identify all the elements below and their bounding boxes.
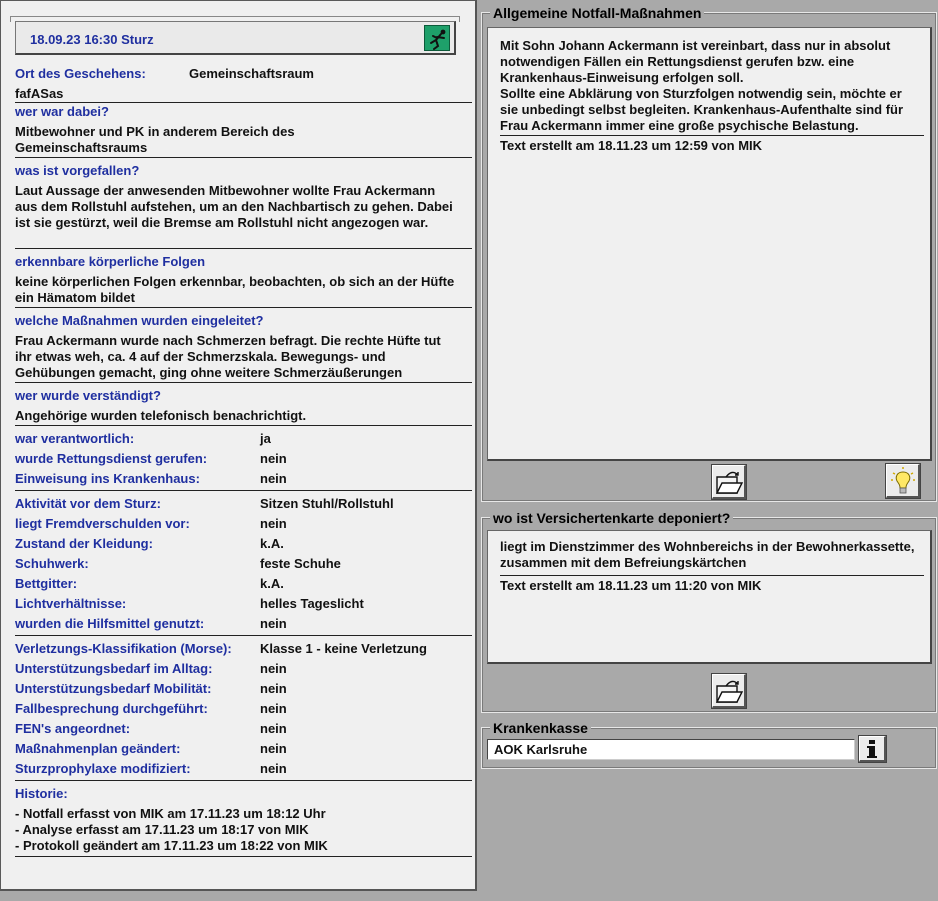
section-label-dabei: wer war dabei? (15, 104, 109, 119)
field-einweisung (15, 471, 455, 489)
fall-icon (424, 25, 450, 51)
field-label: Fallbesprechung durchgeführt: (15, 701, 208, 716)
field-label: Bettgitter: (15, 576, 78, 591)
field-label: war verantwortlich: (15, 431, 135, 446)
field-fremdverschulden (15, 516, 455, 534)
field-label: Sturzprophylaxe modifiziert: (15, 761, 191, 776)
field-label: Einweisung ins Krankenhaus: (15, 471, 200, 486)
field-value: nein (260, 451, 287, 466)
lightbulb-icon (887, 465, 919, 497)
field-value: nein (260, 721, 287, 736)
historie-line: - Protokoll geändert am 17.11.23 um 18:22 von MIK (15, 838, 328, 853)
field-licht (15, 596, 455, 614)
info-button[interactable] (859, 736, 886, 762)
notfall-text: Mit Sohn Johann Ackermann ist vereinbart, dass nur in absolut notwendigen Fällen ein Rettungsdienst gerufen bzw. eine Krankenhaus-Einweisung erfolgen soll. Sollte eine Abklärung von Sturzfolgen notwendig sein, möchte er sie unbedingt selbst begleiten. Krankenhaus-Aufenthalte sind für Frau Ackermann immer eine große psychische Belastung. (500, 38, 904, 133)
open-folder-icon (713, 466, 745, 498)
field-label: wurde Rettungsdienst gerufen: (15, 451, 208, 466)
historie-line: - Notfall erfasst von MIK am 17.11.23 um 18:12 Uhr (15, 806, 326, 821)
historie-line: - Analyse erfasst am 17.11.23 um 18:17 von MIK (15, 822, 309, 837)
historie-label: Historie: (15, 786, 68, 801)
incident-header (15, 21, 456, 55)
field-kleidung (15, 536, 455, 554)
incident-title: 18.09.23 16:30 Sturz (30, 32, 154, 47)
field-verletzung (15, 641, 455, 659)
versichertenkarte-text: liegt im Dienstzimmer des Wohnbereichs in der Bewohnerkassette, zusammen mit dem Befreiungskärtchen (500, 539, 915, 570)
field-value: nein (260, 761, 287, 776)
field-aktivitaet (15, 496, 455, 514)
ort-row (15, 66, 472, 84)
field-label: Schuhwerk: (15, 556, 89, 571)
field-hilfsmittel (15, 616, 455, 634)
field-value: nein (260, 516, 287, 531)
field-bettgitter (15, 576, 455, 594)
field-label: liegt Fremdverschulden vor: (15, 516, 190, 531)
field-massnahmenplan (15, 741, 455, 759)
field-bedarf-alltag (15, 661, 455, 679)
field-value: Sitzen Stuhl/Rollstuhl (260, 496, 394, 511)
notfall-footer: Text erstellt am 18.11.23 um 12:59 von MIK (500, 138, 763, 153)
versichertenkarte-group (481, 510, 937, 713)
divider (15, 102, 472, 103)
open-folder-button[interactable] (712, 674, 746, 708)
krankenkasse-title: Krankenkasse (490, 720, 591, 736)
field-value: Klasse 1 - keine Verletzung (260, 641, 427, 656)
field-value: nein (260, 701, 287, 716)
field-sturzprophylaxe (15, 761, 455, 779)
field-rettungsdienst (15, 451, 455, 469)
field-label: Verletzungs-Klassifikation (Morse): (15, 641, 232, 656)
field-value: k.A. (260, 536, 284, 551)
notfall-title: Allgemeine Notfall-Maßnahmen (490, 5, 704, 21)
section-label-verstaendigt: wer wurde verständigt? (15, 388, 161, 403)
field-verantwortlich (15, 431, 455, 449)
open-folder-icon (713, 675, 745, 707)
field-label: FEN's angeordnet: (15, 721, 131, 736)
divider (500, 575, 924, 576)
versichertenkarte-title: wo ist Versichertenkarte deponiert? (490, 510, 733, 526)
section-label-vorgefallen: was ist vorgefallen? (15, 163, 140, 178)
field-label: Maßnahmenplan geändert: (15, 741, 181, 756)
field-value: nein (260, 681, 287, 696)
section-label-massnahmen: welche Maßnahmen wurden eingeleitet? (15, 313, 264, 328)
open-folder-button[interactable] (712, 465, 746, 499)
divider (15, 157, 472, 158)
field-label: Zustand der Kleidung: (15, 536, 153, 551)
divider (15, 856, 472, 857)
field-fallbesprechung (15, 701, 455, 719)
ort-extra: fafASas (15, 86, 64, 101)
field-label: Unterstützungsbedarf Mobilität: (15, 681, 212, 696)
field-value: nein (260, 661, 287, 676)
ort-value: Gemeinschaftsraum (189, 66, 314, 81)
section-text-vorgefallen: Laut Aussage der anwesenden Mitbewohner wollte Frau Ackermann aus dem Rollstuhl aufstehen, um an den Nachbartisch zu gehen. Dabei ist sie gestürzt, weil die Bremse am Rollstuhl nicht angezogen war. (15, 183, 453, 230)
divider (15, 780, 472, 781)
divider (15, 490, 472, 491)
field-value: k.A. (260, 576, 284, 591)
versichertenkarte-footer: Text erstellt am 18.11.23 um 11:20 von MIK (500, 578, 762, 593)
field-value: nein (260, 616, 287, 631)
field-label: wurden die Hilfsmittel genutzt: (15, 616, 205, 631)
field-value: helles Tageslicht (260, 596, 364, 611)
divider (15, 248, 472, 249)
field-label: Aktivität vor dem Sturz: (15, 496, 161, 511)
section-text-folgen: keine körperlichen Folgen erkennbar, beobachten, ob sich an der Hüfte ein Hämatom bildet (15, 274, 455, 305)
field-schuhwerk (15, 556, 455, 574)
ort-label: Ort des Geschehens: (15, 66, 146, 81)
field-value: nein (260, 471, 287, 486)
field-label: Lichtverhältnisse: (15, 596, 127, 611)
section-text-dabei: Mitbewohner und PK in anderem Bereich des Gemeinschaftsraums (15, 124, 295, 155)
section-label-folgen: erkennbare körperliche Folgen (15, 254, 206, 269)
divider (15, 382, 472, 383)
section-text-massnahmen: Frau Ackermann wurde nach Schmerzen befragt. Die rechte Hüfte tut ihr etwas weh, ca. 4 auf der Schmerzskala. Bewegungs- und Gehübungen gemacht, ging ohne weitere Schmerzäußerungen (15, 333, 441, 380)
field-value: feste Schuhe (260, 556, 341, 571)
hint-button[interactable] (886, 464, 920, 498)
field-label: Unterstützungsbedarf im Alltag: (15, 661, 213, 676)
divider (15, 425, 472, 426)
field-value: ja (260, 431, 271, 446)
field-fen (15, 721, 455, 739)
field-bedarf-mobilitaet (15, 681, 455, 699)
krankenkasse-field[interactable] (487, 739, 855, 760)
notfall-group (481, 5, 937, 502)
versichertenkarte-textarea[interactable] (487, 530, 932, 664)
section-text-verstaendigt: Angehörige wurden telefonisch benachrichtigt. (15, 408, 307, 423)
notfall-textarea[interactable] (487, 27, 932, 461)
divider (15, 307, 472, 308)
divider (500, 135, 924, 136)
field-value: nein (260, 741, 287, 756)
info-icon (860, 737, 884, 760)
divider (15, 635, 472, 636)
